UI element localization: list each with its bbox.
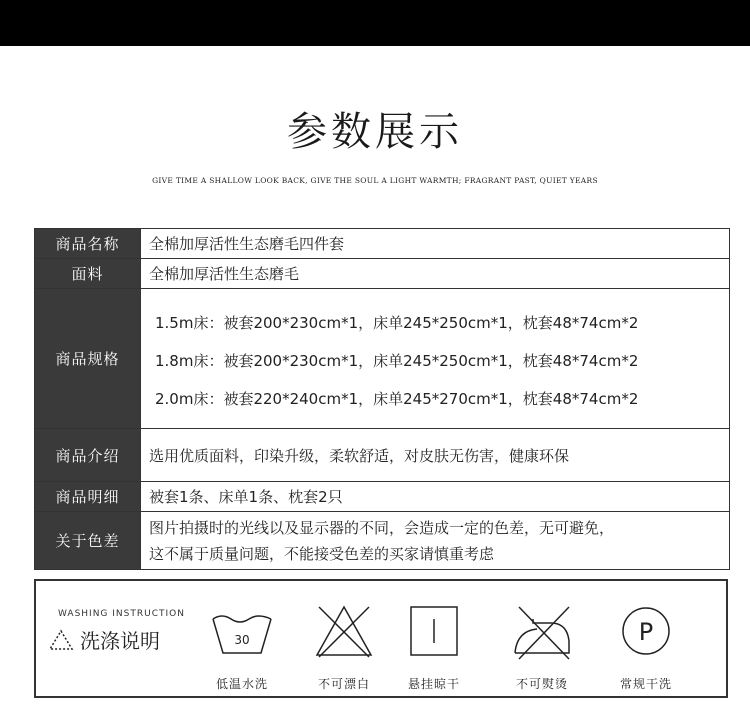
row-label: 商品介绍 — [35, 429, 141, 482]
row-label: 商品明细 — [35, 482, 141, 512]
row-value — [141, 512, 730, 570]
wash-item — [202, 601, 282, 691]
wash-item — [502, 601, 582, 691]
table-row — [35, 482, 730, 512]
wash-label: 低温水洗 — [215, 677, 268, 691]
row-label: 商品名称 — [35, 229, 141, 259]
dry-clean-p-icon — [611, 601, 681, 661]
row-value — [141, 289, 730, 429]
washing-title-en: WASHING INSTRUCTION — [58, 609, 185, 619]
wash-tub-30-icon — [207, 601, 277, 661]
table-row — [35, 229, 730, 259]
spec-line: 2.0m床：被套220*240cm*1，床单245*270cm*1，枕套48*74cm*2 — [155, 390, 639, 408]
washing-instruction-panel — [34, 579, 728, 698]
spec-line: 1.5m床：被套200*230cm*1，床单245*250cm*1，枕套48*74cm*2 — [155, 314, 639, 332]
table-row — [35, 259, 730, 289]
table-row — [35, 512, 730, 570]
spec-line: 1.8m床：被套200*230cm*1，床单245*250cm*1，枕套48*74cm*2 — [155, 352, 639, 370]
row-label: 商品规格 — [35, 289, 141, 429]
wash-item — [394, 601, 474, 691]
wash-item — [606, 601, 686, 691]
washing-title-cn-text: 洗涤说明 — [80, 629, 160, 653]
wash-item — [304, 601, 384, 691]
hang-dry-icon — [399, 601, 469, 661]
no-bleach-icon — [309, 601, 379, 661]
wash-label: 悬挂晾干 — [407, 677, 460, 691]
no-iron-icon — [507, 601, 577, 661]
dry-clean-symbol: P — [638, 618, 654, 646]
table-row — [35, 289, 730, 429]
table-row — [35, 429, 730, 482]
washing-title-cn — [48, 625, 160, 654]
row-value: 选用优质面料，印染升级，柔软舒适，对皮肤无伤害，健康环保 — [141, 429, 730, 482]
top-black-bar — [0, 0, 750, 46]
note-line: 图片拍摄时的光线以及显示器的不同，会造成一定的色差，无可避免， — [149, 518, 615, 537]
note-line: 这不属于质量问题，不能接受色差的买家请慎重考虑 — [149, 544, 495, 563]
row-label: 面料 — [35, 259, 141, 289]
row-value: 全棉加厚活性生态磨毛 — [141, 259, 730, 289]
row-value: 全棉加厚活性生态磨毛四件套 — [141, 229, 730, 259]
page-title: 参数展示 — [287, 109, 463, 155]
row-value: 被套1条、床单1条、枕套2只 — [141, 482, 730, 512]
warning-triangle-icon — [48, 629, 74, 651]
wash-temp: 30 — [234, 633, 250, 647]
row-label: 关于色差 — [35, 512, 141, 570]
wash-label: 不可漂白 — [317, 677, 370, 691]
spec-table — [34, 228, 730, 570]
wash-label: 不可熨烫 — [515, 677, 568, 691]
wash-label: 常规干洗 — [619, 677, 672, 691]
page-subtitle: GIVE TIME A SHALLOW LOOK BACK, GIVE THE SOUL A LIGHT WARMTH; FRAGRANT PAST, QUIET YEARS — [152, 176, 598, 185]
